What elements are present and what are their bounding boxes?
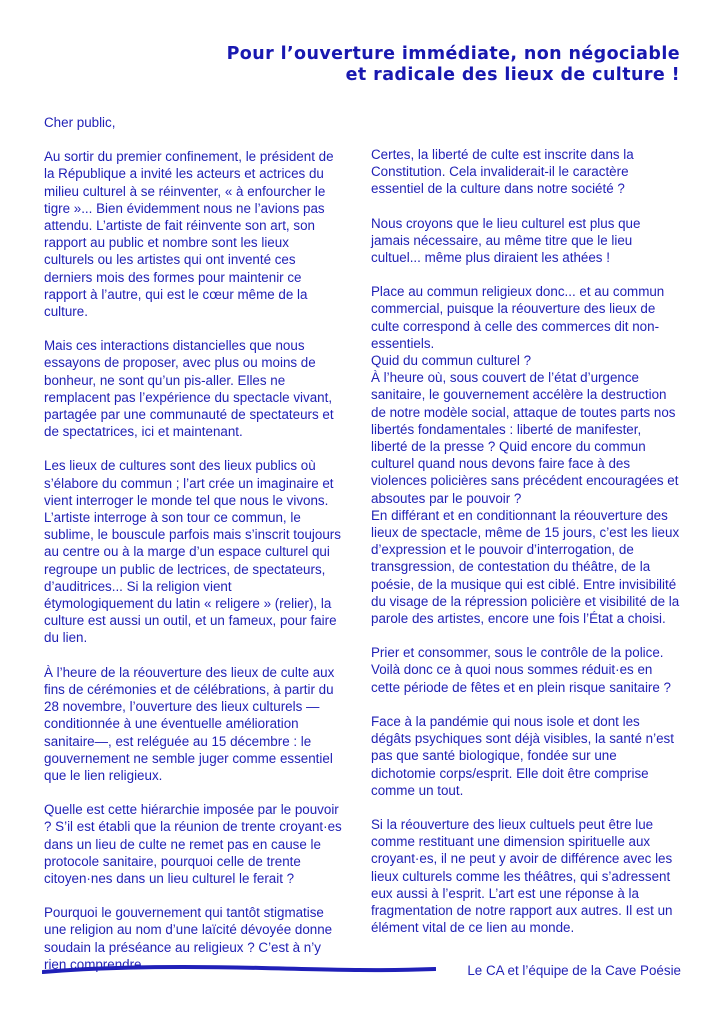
paragraph: Certes, la liberté de culte est inscrite dans la Constitution. Cela invaliderait-il le caractère essentiel de la culture dans notre société ? — [371, 147, 634, 197]
paragraph: Quid du commun culturel ? — [371, 353, 532, 369]
page-title-line-1: Pour l’ouverture immédiate, non négociable — [226, 44, 680, 64]
paragraph: En différant et en conditionnant la réouverture des lieux de spectacle, même de 15 jours, c’est les lieux d’expression et le pouvoir d’interrogation, de transgression, de contestation du théâtre, de la poésie, de la musique qui est ciblé. Entre invisibilité du visage de la répression policière et visibilité de la parole des artistes, encore une fois l’État a choisi. — [371, 507, 680, 627]
paragraph: Si la réouverture des lieux cultuels peut être lue comme restituant une dimension spirituelle aux croyant·es, il ne peut y avoir de différence avec les lieux culturels comme les théâtres, qui s’adressent eux aussi à l’esprit. L’art est une réponse à la fragmentation de notre rapport aux autres. Il est un élément vital de ce lien au monde. — [371, 816, 673, 936]
page-title — [120, 44, 680, 86]
paragraph: Au sortir du premier confinement, le président de la République a invité les acteurs et actrices du milieu culturel à se réinventer, « à enfourcher le tigre »... Bien évidemment nous ne l’avions pas attendu. L’artiste de fait réinvente son art, son rapport au public et nombre sont les lieux culturels ou les artistes qui ont inventé ces derniers mois des formes pour maintenir ce rapport à l’autre, qui est le cœur même de la culture. — [44, 149, 334, 320]
paragraph: Quelle est cette hiérarchie imposée par le pouvoir ? S’il est établi que la réunion de trente croyant·es dans un lieu de culte ne remet pas en cause le protocole sanitaire, pourquoi celle de trente citoyen·nes dans un lieu culturel le ferait ? — [44, 802, 342, 886]
left-column — [44, 114, 342, 990]
paragraph: Nous croyons que le lieu culturel est plus que jamais nécessaire, au même titre que le lieu cultuel... même plus diraient les athées ! — [371, 215, 641, 266]
paragraph: Prier et consommer, sous le contrôle de la police. Voilà donc ce à quoi nous sommes réduit·es en cette période de fêtes et en plein risque sanitaire ? — [371, 645, 671, 695]
footer-rule-stroke — [43, 967, 435, 972]
paragraph: Les lieux de cultures sont des lieux publics où s’élabore du commun ; l’art crée un imaginaire et vient interroger le monde tel que nous le vivons. L’artiste interroge à son tour ce commun, le sublime, le bouscule parfois mais s’inscrit toujours au centre ou à la marge d’un espace culturel qui regroupe un public de lectrices, de spectateurs, d’auditrices... Si la religion vient étymologiquement du latin « religere » (relier), la culture est aussi un outil, et un fameux, pour faire du lien. — [44, 458, 341, 646]
paragraph: Face à la pandémie qui nous isole et dont les dégâts psychiques sont déjà visibles, la santé n’est pas que santé biologique, fondée sur une dichotomie corps/esprit. Elle doit être comprise comme un tout. — [371, 713, 674, 798]
paragraph: À l’heure où, sous couvert de l’état d’urgence sanitaire, le gouvernement accélère la destruction de notre modèle social, attaque de toutes parts nos libertés fondamentales : liberté de manifester, liberté de la presse ? Quid encore du commun culturel quand nous devons faire face à des violences policières sans précédent encouragées et absoutes par le pouvoir ? — [371, 370, 679, 506]
footer-rule — [42, 964, 436, 976]
paragraph: Pourquoi le gouvernement qui tantôt stigmatise une religion au nom d’une laïcité dévoyée donne soudain la préséance au religieux ? C’est à n’y rien comprendre. — [44, 905, 333, 972]
right-column — [371, 146, 681, 953]
paragraph: Place au commun religieux donc... et au commun commercial, puisque la réouverture des lieux de culte correspond à celle des commerces dit non-essentiels. — [371, 284, 665, 351]
salutation: Cher public, — [44, 115, 116, 130]
signature: Le CA et l’équipe de la Cave Poésie — [467, 963, 681, 978]
paragraph: À l’heure de la réouverture des lieux de culte aux fins de cérémonies et de célébrations, à partir du 28 novembre, l’ouverture des lieux culturels —conditionnée à une éventuelle amélioration sanitaire—, est reléguée au 15 décembre : le gouvernement ne semble juger comme essentiel que le lien religieux. — [44, 664, 335, 783]
page-title-line-2: et radicale des lieux de culture ! — [345, 65, 680, 85]
paragraph: Mais ces interactions distancielles que nous essayons de proposer, avec plus ou moins de bonheur, ne sont qu’un pis-aller. Elles ne remplacent pas l’expérience du spectacle vivant, partagée par une communauté de spectateurs et de spectatrices, ici et maintenant. — [44, 338, 334, 440]
